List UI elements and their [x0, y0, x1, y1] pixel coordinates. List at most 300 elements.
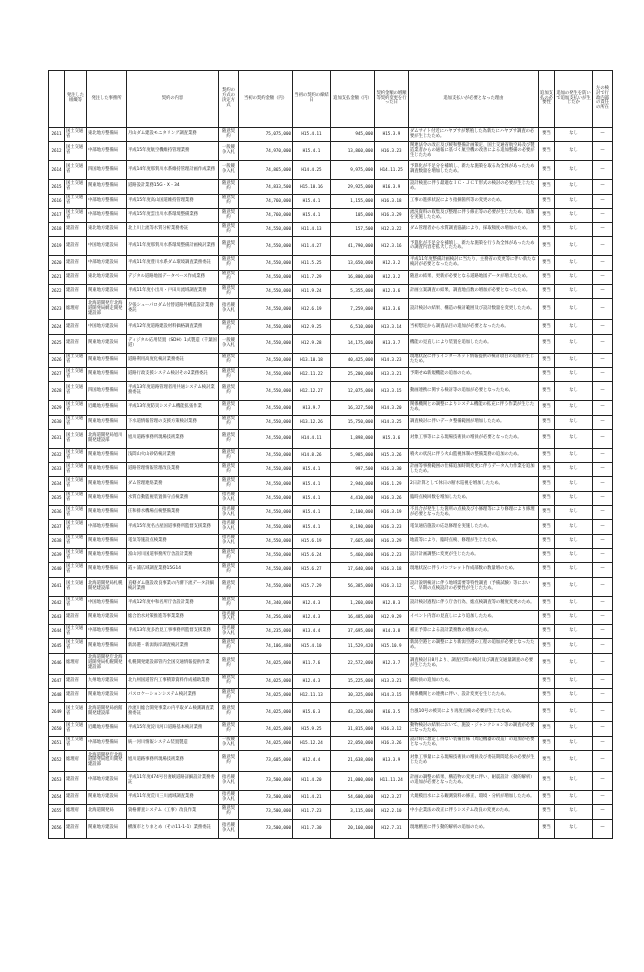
- org-cell: 国土交通省: [65, 194, 87, 208]
- office-cell: 中部地方整備局: [87, 625, 127, 639]
- row-number: 2639: [49, 548, 65, 562]
- orig-date-cell: H11.7.23: [293, 805, 331, 819]
- orig-date-cell: H12.12.27: [293, 382, 331, 401]
- content-cell: 月山ダム建設モニタリング調査業務: [127, 128, 219, 142]
- need-cell: 要当: [539, 477, 555, 491]
- table-row: [49, 285, 613, 299]
- header-row: [49, 71, 613, 128]
- change-date-cell: H16.3.23: [375, 142, 409, 161]
- orig-amount-cell: 74,550,000: [239, 491, 293, 505]
- orig-date-cell: H15.10.16: [293, 180, 331, 194]
- orig-amount-cell: 74,550,000: [239, 448, 293, 462]
- orig-amount-cell: 74,550,000: [239, 367, 293, 381]
- content-cell: 道路設計業務15G・X・34: [127, 180, 219, 194]
- need-cell: 要当: [539, 520, 555, 534]
- need-cell: 要当: [539, 625, 555, 639]
- method-cell: 随意契約: [219, 577, 239, 596]
- change-date-cell: H15.3.6: [375, 429, 409, 448]
- row-number: 2625: [49, 334, 65, 353]
- row-number: 2632: [49, 448, 65, 462]
- method-cell: 随意契約: [219, 548, 239, 562]
- orig-amount-cell: 74,550,000: [239, 299, 293, 320]
- reason-cell: ダムサイト付近にハヤブサが繁殖した為新たにハヤブサ調査の必要が生じたため。: [409, 128, 539, 142]
- content-cell: ダム管理連絡業務: [127, 477, 219, 491]
- reason-cell: 2日計算として休日の断水巡視を増加したため。: [409, 477, 539, 491]
- org-cell: 国土交通省: [65, 448, 87, 462]
- resp-cell: —: [593, 320, 613, 334]
- add-amount-cell: 1,260,000: [331, 596, 375, 610]
- orig-amount-cell: 75,075,000: [239, 128, 293, 142]
- resp-cell: —: [593, 819, 613, 838]
- office-cell: 東北地方建設局: [87, 270, 127, 284]
- resp-cell: —: [593, 596, 613, 610]
- content-cell: 平成11年度小出川・戸田川流域調査業務: [127, 285, 219, 299]
- add-amount-cell: 16,485,000: [331, 610, 375, 624]
- need-cell: 要当: [539, 771, 555, 790]
- need-cell: 要当: [539, 367, 555, 381]
- row-number: 2641: [49, 577, 65, 596]
- resp-cell: —: [593, 577, 613, 596]
- change-date-cell: H16.3.18: [375, 563, 409, 577]
- method-cell: 随意契約: [219, 353, 239, 367]
- row-number: 2640: [49, 563, 65, 577]
- orig-amount-cell: 74,550,000: [239, 429, 293, 448]
- org-cell: 建設省: [65, 771, 87, 790]
- orig-amount-cell: 74,550,000: [239, 353, 293, 367]
- method-cell: 随意契約: [219, 463, 239, 477]
- table-row: [49, 653, 613, 674]
- fault-cell: なし: [555, 689, 593, 703]
- header-method: 契約の方式の決定方式: [219, 71, 239, 128]
- need-cell: 要当: [539, 180, 555, 194]
- need-cell: 要当: [539, 463, 555, 477]
- orig-amount-cell: 73,605,000: [239, 750, 293, 771]
- content-cell: 平成11年度那賀川水系環境整備計画検討業務: [127, 237, 219, 256]
- change-date-cell: H12.3.27: [375, 790, 409, 804]
- content-cell: 平成11年度豊川水系ダム環境調査業務委託: [127, 256, 219, 270]
- reason-cell: 動物検討の結果において、施設・ジャンクション等の調査が必要になったため。: [409, 722, 539, 736]
- orig-date-cell: H11.4.27: [293, 237, 331, 256]
- method-cell: 随意契約: [219, 180, 239, 194]
- fault-cell: なし: [555, 161, 593, 180]
- orig-date-cell: H13.9.7: [293, 401, 331, 415]
- orig-date-cell: H14.4.25: [293, 161, 331, 180]
- orig-date-cell: H12.4.4: [293, 750, 331, 771]
- reason-cell: 対象工事量による現場技術員の増員及び委託期間延長の必要が生じたため: [409, 750, 539, 771]
- table-row: [49, 506, 613, 520]
- orig-date-cell: H15.4.1: [293, 142, 331, 161]
- row-number: 2622: [49, 285, 65, 299]
- contract-table-sheet: [48, 70, 612, 839]
- orig-amount-cell: 74,025,000: [239, 674, 293, 688]
- orig-date-cell: H12.4.3: [293, 596, 331, 610]
- add-amount-cell: 12,075,000: [331, 382, 375, 401]
- office-cell: 近畿地方整備局: [87, 401, 127, 415]
- row-number: 2651: [49, 736, 65, 750]
- need-cell: 要当: [539, 194, 555, 208]
- resp-cell: —: [593, 805, 613, 819]
- method-cell: 一般競争入札: [219, 161, 239, 180]
- add-amount-cell: 15,225,000: [331, 674, 375, 688]
- add-amount-cell: 5,460,000: [331, 548, 375, 562]
- orig-amount-cell: 74,550,000: [239, 534, 293, 548]
- content-cell: 浅間山火山砂防検討業務: [127, 448, 219, 462]
- method-cell: 随意契約: [219, 320, 239, 334]
- orig-date-cell: H12.4.3: [293, 610, 331, 624]
- office-cell: 関東地方整備局: [87, 477, 127, 491]
- row-number: 2621: [49, 270, 65, 284]
- change-date-cell: H16.3.26: [375, 736, 409, 750]
- org-cell: 建設省: [65, 256, 87, 270]
- need-cell: 要当: [539, 722, 555, 736]
- reason-cell: 関連法令の改正及び緩和整備計画策定、国土交通省航空局及び製造業者からの通報に基づく航空機の改善による追加整備の必要が生じたため: [409, 142, 539, 161]
- method-cell: 一般競争入札: [219, 334, 239, 353]
- office-cell: 中部地方整備局: [87, 736, 127, 750]
- need-cell: 要当: [539, 299, 555, 320]
- fault-cell: なし: [555, 237, 593, 256]
- need-cell: 要当: [539, 577, 555, 596]
- content-cell: 平成13年度道路管理者用共通システム検討業務委託: [127, 382, 219, 401]
- org-cell: 建設省: [65, 790, 87, 804]
- table-row: [49, 367, 613, 381]
- content-cell: 北上川上流等水質分析業務委託: [127, 223, 219, 237]
- need-cell: 要当: [539, 750, 555, 771]
- content-cell: 平成15年度航空機維持管理業務: [127, 142, 219, 161]
- fault-cell: なし: [555, 353, 593, 367]
- row-number: 2624: [49, 320, 65, 334]
- add-amount-cell: 22,572,000: [331, 653, 375, 674]
- header-no: [49, 71, 65, 128]
- need-cell: 要当: [539, 819, 555, 838]
- reason-cell: 新潟空港との調整により新潟空港の工程の追加が必要となったため。: [409, 639, 539, 653]
- row-number: 2643: [49, 610, 65, 624]
- org-cell: 国土交通省: [65, 429, 87, 448]
- fault-cell: なし: [555, 596, 593, 610]
- org-cell: 建設省: [65, 819, 87, 838]
- office-cell: 近畿地方整備局: [87, 722, 127, 736]
- row-number: 2650: [49, 722, 65, 736]
- org-cell: 建設省: [65, 334, 87, 353]
- change-date-cell: H12.3.6: [375, 285, 409, 299]
- header-reason: 追加支払いが必要となった理由: [409, 71, 539, 128]
- change-date-cell: H12.3.22: [375, 223, 409, 237]
- fault-cell: なし: [555, 429, 593, 448]
- fault-cell: なし: [555, 491, 593, 505]
- method-cell: 随意契約: [219, 256, 239, 270]
- office-cell: 北海道開発庁北海道開発局旭川開発建設部: [87, 750, 127, 771]
- method-cell: 指名競争入札: [219, 771, 239, 790]
- method-cell: 随意契約: [219, 270, 239, 284]
- content-cell: ディジタル応用装置（SDH）1式製造（千葉国道）: [127, 334, 219, 353]
- reason-cell: 調査検討日8月より、調査区間の検討及び調査交通量調査の必要が生じたため。: [409, 653, 539, 674]
- fault-cell: なし: [555, 625, 593, 639]
- need-cell: 要当: [539, 596, 555, 610]
- content-cell: 平成15年度雲出川水系環境整備業務: [127, 208, 219, 222]
- reason-cell: 電気通信施設の応急修理を実施したため。: [409, 520, 539, 534]
- table-row: [49, 548, 613, 562]
- orig-date-cell: H13.12.26: [293, 415, 331, 429]
- content-cell: デジタル道路地図データベース作成業務: [127, 270, 219, 284]
- change-date-cell: H13.3.7: [375, 334, 409, 353]
- header-office: 発注した事務所: [87, 71, 127, 128]
- method-cell: 随意契約: [219, 285, 239, 299]
- orig-date-cell: H15.6.3: [293, 703, 331, 722]
- orig-amount-cell: 74,550,000: [239, 285, 293, 299]
- content-cell: 平成15年度名古屋国道事務所監督支援業務: [127, 520, 219, 534]
- fault-cell: なし: [555, 577, 593, 596]
- change-date-cell: H12.8.3: [375, 596, 409, 610]
- need-cell: 要当: [539, 334, 555, 353]
- fault-cell: なし: [555, 610, 593, 624]
- method-cell: 一般競争入札: [219, 736, 239, 750]
- fault-cell: なし: [555, 320, 593, 334]
- org-cell: 建設省: [65, 610, 87, 624]
- need-cell: 要当: [539, 142, 555, 161]
- office-cell: 関東地方整備局: [87, 639, 127, 653]
- row-number: 2638: [49, 534, 65, 548]
- need-cell: 要当: [539, 161, 555, 180]
- change-date-cell: H11.11.24: [375, 771, 409, 790]
- orig-date-cell: H11.4.20: [293, 771, 331, 790]
- office-cell: 関東地方整備局: [87, 367, 127, 381]
- content-cell: 平成15年度高山国道維持管理業務: [127, 194, 219, 208]
- need-cell: 要当: [539, 285, 555, 299]
- need-cell: 要当: [539, 674, 555, 688]
- orig-date-cell: H11.7.6: [293, 653, 331, 674]
- method-cell: 指名競争入札: [219, 520, 239, 534]
- table-row: [49, 448, 613, 462]
- orig-amount-cell: 74,550,000: [239, 477, 293, 491]
- content-cell: 霞ヶ浦広域調査業務15G14: [127, 563, 219, 577]
- table-row: [49, 415, 613, 429]
- content-cell: 旭川道路事務所現場技術業務: [127, 429, 219, 448]
- org-cell: 国土交通省: [65, 736, 87, 750]
- office-cell: 関東地方整備局: [87, 491, 127, 505]
- method-cell: 随意契約: [219, 703, 239, 722]
- orig-amount-cell: 74,550,000: [239, 270, 293, 284]
- add-amount-cell: 9,975,000: [331, 161, 375, 180]
- row-number: 2656: [49, 819, 65, 838]
- table-row: [49, 563, 613, 577]
- resp-cell: —: [593, 703, 613, 722]
- org-cell: 建設省: [65, 674, 87, 688]
- add-amount-cell: 6,510,000: [331, 320, 375, 334]
- change-date-cell: H13.3.9: [375, 750, 409, 771]
- row-number: 2612: [49, 142, 65, 161]
- office-cell: 北海道開発庁北海道開発局札幌開発建設部: [87, 653, 127, 674]
- change-date-cell: H13.3.21: [375, 367, 409, 381]
- add-amount-cell: 2,940,000: [331, 477, 375, 491]
- need-cell: 要当: [539, 506, 555, 520]
- resp-cell: —: [593, 299, 613, 320]
- row-number: 2644: [49, 625, 65, 639]
- need-cell: 要当: [539, 223, 555, 237]
- resp-cell: —: [593, 736, 613, 750]
- resp-cell: —: [593, 161, 613, 180]
- method-cell: 随意契約: [219, 674, 239, 688]
- content-cell: 平成12年度中和名所庁舎設計業務: [127, 596, 219, 610]
- table-row: [49, 736, 613, 750]
- need-cell: 要当: [539, 563, 555, 577]
- reason-cell: 設計検査に伴う最適なＩＣ・ＪＣＴ形式の検討の必要が生じたため。: [409, 180, 539, 194]
- resp-cell: —: [593, 548, 613, 562]
- table-row: [49, 161, 613, 180]
- method-cell: 指名競争入札: [219, 610, 239, 624]
- add-amount-cell: 11,529,420: [331, 639, 375, 653]
- reason-cell: ダム管理者から水質調査協議により、採取頻度の増加のため。: [409, 223, 539, 237]
- resp-cell: —: [593, 334, 613, 353]
- method-cell: 随意契約: [219, 596, 239, 610]
- header-change-date: 契約金額の増額等契約変更を行った日: [375, 71, 409, 128]
- reason-cell: 補助員の追加のため。: [409, 674, 539, 688]
- orig-amount-cell: 74,550,000: [239, 256, 293, 270]
- fault-cell: なし: [555, 299, 593, 320]
- content-cell: 直轄ダム施設改良事業の内審下流データ詳細検討業務: [127, 577, 219, 596]
- orig-amount-cell: 74,550,000: [239, 548, 293, 562]
- method-cell: 指名競争入札: [219, 299, 239, 320]
- table-row: [49, 237, 613, 256]
- org-cell: 総理府: [65, 750, 87, 771]
- reason-cell: イベント内容の見直しにより追加したため。: [409, 610, 539, 624]
- need-cell: 要当: [539, 736, 555, 750]
- office-cell: 関東地方整備局: [87, 448, 127, 462]
- orig-date-cell: H11.4.21: [293, 790, 331, 804]
- org-cell: 国土交通省: [65, 506, 87, 520]
- need-cell: 要当: [539, 237, 555, 256]
- table-row: [49, 610, 613, 624]
- resp-cell: —: [593, 256, 613, 270]
- content-cell: 統一河川情報システム装置製造: [127, 736, 219, 750]
- reason-cell: 関係機関との連携に伴い、設計変更を生じたため。: [409, 689, 539, 703]
- resp-cell: —: [593, 463, 613, 477]
- add-amount-cell: 8,190,000: [331, 520, 375, 534]
- table-row: [49, 208, 613, 222]
- orig-date-cell: H12.6.19: [293, 299, 331, 320]
- reason-cell: 大規模出水による観測資料の修正、環境・分析が増加したため。: [409, 790, 539, 804]
- office-cell: 関東地方整備局: [87, 534, 127, 548]
- change-date-cell: H12.9.29: [375, 610, 409, 624]
- add-amount-cell: 15,750,000: [331, 415, 375, 429]
- row-number: 2627: [49, 367, 65, 381]
- row-number: 2631: [49, 429, 65, 448]
- change-date-cell: H15.3.26: [375, 448, 409, 462]
- orig-amount-cell: 74,340,000: [239, 596, 293, 610]
- need-cell: 要当: [539, 270, 555, 284]
- table-row: [49, 577, 613, 596]
- reason-cell: 現地状況に伴うインターネット情報提供の検討項目の追加が生じたため。: [409, 353, 539, 367]
- office-cell: 関東地方建設局: [87, 689, 127, 703]
- office-cell: 九州地方建設局: [87, 674, 127, 688]
- reason-cell: 計画の調整の結果、構造物の変更に伴い、耐震設計（動的解析）の追加が必要となったため。: [409, 771, 539, 790]
- org-cell: 国土交通省: [65, 401, 87, 415]
- table-row: [49, 223, 613, 237]
- fault-cell: なし: [555, 382, 593, 401]
- method-cell: 指名競争入札: [219, 790, 239, 804]
- reason-cell: 調査検討に伴いデータ整備範囲が増加したため。: [409, 415, 539, 429]
- orig-amount-cell: 74,025,000: [239, 689, 293, 703]
- need-cell: 要当: [539, 128, 555, 142]
- reason-cell: 機能の見直しにより装置を追加したため。: [409, 334, 539, 353]
- content-cell: 平成11年度474号吾妻峡道路詳細設計業務委託: [127, 771, 219, 790]
- add-amount-cell: 13,650,000: [331, 256, 375, 270]
- change-date-cell: H16.1.29: [375, 477, 409, 491]
- office-cell: 東北地方整備局: [87, 128, 127, 142]
- change-date-cell: H13.3.14: [375, 320, 409, 334]
- table-row: [49, 477, 613, 491]
- orig-date-cell: H15.4.10: [293, 639, 331, 653]
- change-date-cell: H16.3.30: [375, 463, 409, 477]
- resp-cell: —: [593, 653, 613, 674]
- change-date-cell: H16.3.12: [375, 577, 409, 596]
- org-cell: 国土交通省: [65, 477, 87, 491]
- org-cell: 国土交通省: [65, 703, 87, 722]
- orig-amount-cell: 74,235,000: [239, 625, 293, 639]
- table-row: [49, 819, 613, 838]
- reason-cell: 現地精査に伴う動的解析の追加のため。: [409, 819, 539, 838]
- change-date-cell: H16.3.23: [375, 520, 409, 534]
- table-row: [49, 520, 613, 534]
- table-row: [49, 596, 613, 610]
- method-cell: 随意契約: [219, 415, 239, 429]
- org-cell: 国土交通省: [65, 367, 87, 381]
- orig-amount-cell: 74,550,000: [239, 563, 293, 577]
- orig-date-cell: H11.7.29: [293, 270, 331, 284]
- change-date-cell: H14.3.15: [375, 689, 409, 703]
- office-cell: 四国地方整備局: [87, 161, 127, 180]
- orig-amount-cell: 74,550,000: [239, 382, 293, 401]
- need-cell: 要当: [539, 415, 555, 429]
- content-cell: 下水道情報管理の支援方策検討業務: [127, 415, 219, 429]
- add-amount-cell: 31,815,000: [331, 722, 375, 736]
- header-org: 発注した組織等: [65, 71, 87, 128]
- add-amount-cell: 21,638,000: [331, 750, 375, 771]
- org-cell: 国土交通省: [65, 625, 87, 639]
- resp-cell: —: [593, 382, 613, 401]
- need-cell: 要当: [539, 382, 555, 401]
- add-amount-cell: 40,425,000: [331, 353, 375, 367]
- resp-cell: —: [593, 771, 613, 790]
- orig-date-cell: H15.4.11: [293, 128, 331, 142]
- need-cell: 要当: [539, 639, 555, 653]
- org-cell: 国土交通省: [65, 142, 87, 161]
- change-date-cell: H16.3.29: [375, 208, 409, 222]
- org-cell: 国土交通省: [65, 548, 87, 562]
- add-amount-cell: 7,665,000: [331, 534, 375, 548]
- orig-amount-cell: 74,550,000: [239, 577, 293, 596]
- method-cell: 随意契約: [219, 750, 239, 771]
- add-amount-cell: 2,100,000: [331, 506, 375, 520]
- org-cell: 国土交通省: [65, 128, 87, 142]
- add-amount-cell: 105,000: [331, 208, 375, 222]
- orig-amount-cell: 74,550,000: [239, 415, 293, 429]
- fault-cell: なし: [555, 208, 593, 222]
- change-date-cell: H16.3.18: [375, 194, 409, 208]
- orig-amount-cell: 74,970,000: [239, 142, 293, 161]
- add-amount-cell: 5,355,000: [331, 285, 375, 299]
- reason-cell: 設計検討過程に伴う庁舎行為、総点検調査等の精度変更のため。: [409, 596, 539, 610]
- orig-date-cell: H14.8.26: [293, 448, 331, 462]
- method-cell: 随意契約: [219, 208, 239, 222]
- method-cell: 随意契約: [219, 237, 239, 256]
- change-date-cell: H16.3.9: [375, 180, 409, 194]
- add-amount-cell: 17,640,000: [331, 563, 375, 577]
- content-cell: 道路行政支援システム検討その2業務委託: [127, 367, 219, 381]
- org-cell: 総理府: [65, 299, 87, 320]
- table-row: [49, 750, 613, 771]
- header-add-amount: 追加支払金額（円）: [331, 71, 375, 128]
- add-amount-cell: 54,600,000: [331, 790, 375, 804]
- reason-cell: 噴火の状況に伴う火山監視体制の整備業務の追加のため。: [409, 448, 539, 462]
